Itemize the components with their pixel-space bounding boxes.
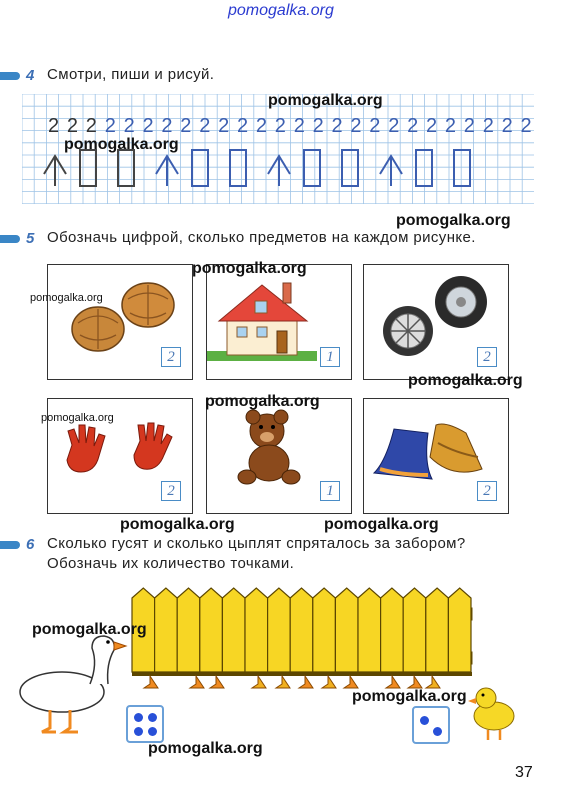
- task-marker: [0, 235, 20, 243]
- bird-foot: [276, 676, 290, 688]
- watermark: pomogalka.org: [352, 688, 467, 705]
- task-marker: [0, 72, 20, 80]
- task-5-instruction: Обозначь цифрой, сколько предметов на каждом рисунке.: [47, 229, 476, 246]
- goslings-dot-box[interactable]: [126, 705, 164, 743]
- chick-illustration: [468, 688, 514, 740]
- digit-copy: 2: [199, 115, 211, 137]
- roof-shape: [156, 156, 178, 186]
- watermark: pomogalka.org: [268, 92, 383, 109]
- watermark: pomogalka.org: [148, 740, 263, 757]
- watermark: pomogalka.org: [41, 412, 114, 424]
- digit-copy: 2: [85, 115, 97, 137]
- dot: [148, 727, 157, 736]
- bird-foot: [210, 676, 224, 688]
- digit-copy: 2: [123, 115, 135, 137]
- card-walnuts: [47, 264, 193, 380]
- watermark: pomogalka.org: [32, 621, 147, 638]
- chicks-dot-box[interactable]: [412, 706, 450, 744]
- dot: [420, 716, 429, 725]
- digit-copy: 2: [66, 115, 79, 137]
- digit-copy: 2: [482, 115, 494, 137]
- digit-copy: 2: [407, 115, 419, 137]
- answer-box[interactable]: 2: [161, 347, 181, 367]
- digit-copy: 2: [161, 115, 173, 137]
- digit-copy: 2: [520, 115, 532, 137]
- digit-copy: 2: [331, 115, 343, 137]
- digit-copy: 2: [426, 115, 438, 137]
- roof-shape: [380, 156, 402, 186]
- site-header-link[interactable]: pomogalka.org: [228, 2, 334, 19]
- watermark: pomogalka.org: [324, 516, 439, 533]
- digit-copy: 2: [293, 115, 305, 137]
- bird-foot: [252, 676, 266, 688]
- watermark: pomogalka.org: [192, 260, 307, 277]
- bird-foot: [426, 676, 440, 688]
- card-bells: [363, 398, 509, 514]
- digit-copy: 2: [218, 115, 230, 137]
- card-house: [206, 264, 352, 380]
- watermark: pomogalka.org: [30, 292, 103, 304]
- bird-foot: [408, 676, 422, 688]
- card-teddy-bear: [206, 398, 352, 514]
- watermark: pomogalka.org: [396, 212, 511, 229]
- digit-copy: 2: [350, 115, 362, 137]
- digit-copy: 2: [142, 115, 154, 137]
- digit-copy: 2: [274, 115, 286, 137]
- dot: [134, 727, 143, 736]
- dot: [148, 713, 157, 722]
- answer-box[interactable]: 1: [320, 347, 340, 367]
- roof-shape: [44, 156, 66, 186]
- dot: [433, 727, 442, 736]
- bird-foot: [386, 676, 400, 688]
- watermark: pomogalka.org: [205, 393, 320, 410]
- watermark: pomogalka.org: [120, 516, 235, 533]
- digit-copy: 2: [48, 115, 60, 137]
- fence-illustration: [132, 588, 472, 676]
- task-6-instruction-line1: Сколько гусят и сколько цыплят спряталось за забором?: [47, 535, 466, 552]
- answer-box[interactable]: 1: [320, 481, 340, 501]
- roof-shape: [268, 156, 290, 186]
- bird-foot: [190, 676, 204, 688]
- task-number: 5: [26, 230, 35, 247]
- answer-box[interactable]: 2: [161, 481, 181, 501]
- page-number: 37: [515, 764, 533, 781]
- task-6-instruction-line2: Обозначь их количество точками.: [47, 555, 295, 572]
- digit-copy: 2: [388, 115, 400, 137]
- task-number: 4: [26, 67, 35, 84]
- digit-copy: 2: [444, 115, 457, 137]
- digit-copy: 2: [463, 115, 475, 137]
- watermark: pomogalka.org: [408, 372, 523, 389]
- digit-copy: 2: [104, 115, 116, 137]
- card-wheels: [363, 264, 509, 380]
- fence-scene: [0, 580, 568, 750]
- digit-copy: 2: [237, 115, 249, 137]
- task-marker: [0, 541, 20, 549]
- digit-copy: 2: [180, 115, 192, 137]
- task-number: 6: [26, 536, 35, 553]
- bird-foot: [322, 676, 336, 688]
- answer-box[interactable]: 2: [477, 347, 497, 367]
- digit-copy: 2: [312, 115, 324, 137]
- bird-foot: [144, 676, 158, 688]
- watermark: pomogalka.org: [64, 136, 179, 153]
- digit-copy: 2: [369, 115, 381, 137]
- digit-copy: 2: [255, 115, 268, 137]
- answer-box[interactable]: 2: [477, 481, 497, 501]
- bird-foot: [299, 676, 313, 688]
- digit-copy: 2: [501, 115, 513, 137]
- bird-foot: [344, 676, 358, 688]
- task-4-instruction: Смотри, пиши и рисуй.: [47, 66, 215, 83]
- dot: [134, 713, 143, 722]
- goose-illustration: [20, 636, 126, 732]
